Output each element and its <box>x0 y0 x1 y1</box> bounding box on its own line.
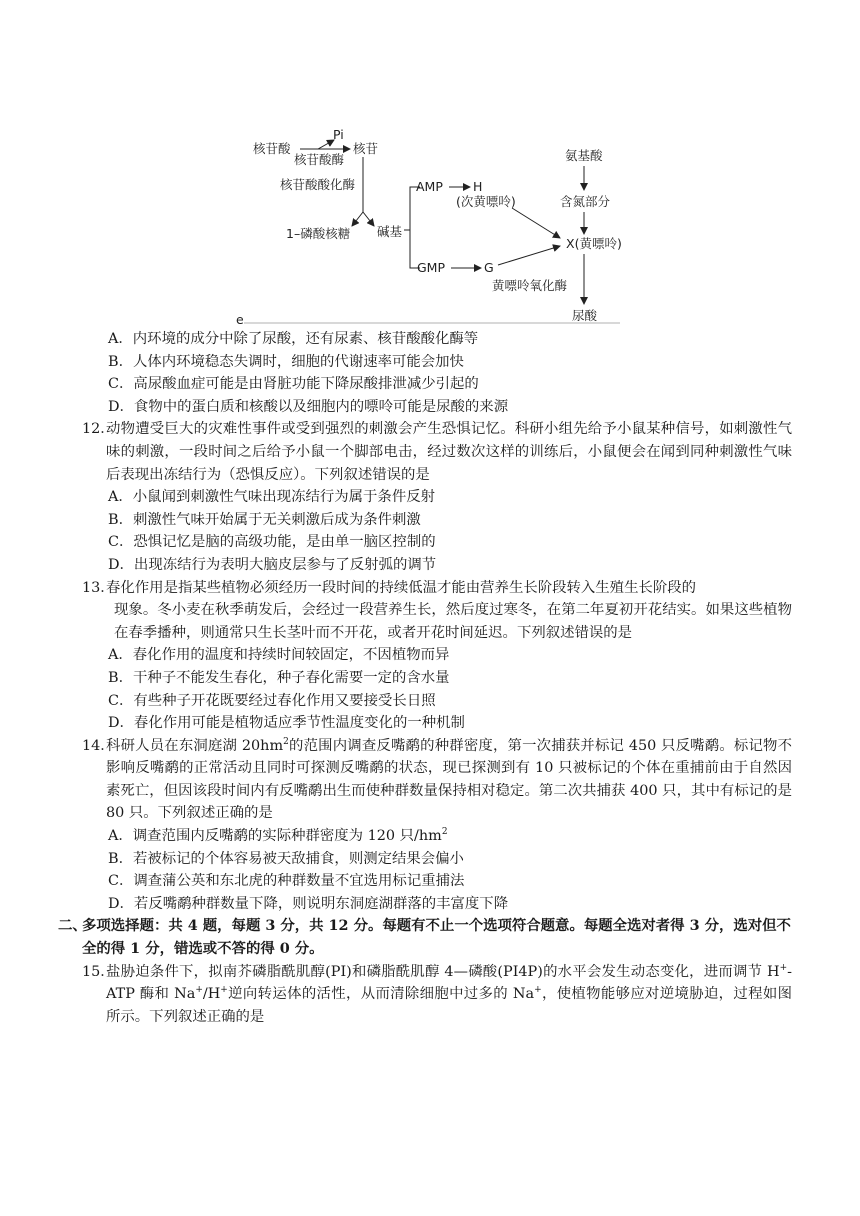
q13-option-b: B．干种子不能发生春化，种子春化需要一定的含水量 <box>108 669 450 686</box>
q12-option-b: B．刺激性气味开始属于无关刺激后成为条件刺激 <box>108 511 421 528</box>
label-base: 碱基 <box>377 224 403 239</box>
label-uric-acid: 尿酸 <box>572 308 598 323</box>
label-nucleotidase: 核苷酸酶 <box>294 152 345 167</box>
question-stem-line1: 春化作用是指某些植物必须经历一段时间的持续低温才能由营养生长阶段转入生殖生长阶段的 <box>106 579 697 596</box>
q12-option-c: C．恐惧记忆是脑的高级功能，是由单一脑区控制的 <box>108 534 436 551</box>
q13-option-d: D．春化作用可能是植物适应季节性温度变化的一种机制 <box>108 715 465 732</box>
q12-option-d: D．出现冻结行为表明大脑皮层参与了反射弧的调节 <box>108 556 437 573</box>
question-stem-b: 的范围内调查反嘴鹬的种群密度，第一次捕获并标记 450 只反嘴鹬。标记物不影响反嘴鹬的正常活动且同时可探测反嘴鹬的状态，现已探测到有 10 只被标记的个体在重捕前由于自然因素死亡，但因该段时间内有反嘴鹬出生而使种群数量保持相对稳定。第二次共捕获 400 只，其中有标记的是 80 只。下列叙述正确的是 <box>106 737 792 822</box>
question-15: 15． 盐胁迫条件下，拟南芥磷脂酰肌醇(PI)和磷脂酰肌醇 4—磷酸(PI4P)的水平会发生动态变化，进而调节 H+-ATP 酶和 Na+/H+逆向转运体的活性，从而清除细胞中过多的 Na+，使植物能够应对逆境胁迫，过程如图所示。下列叙述正确的是 <box>82 961 792 1029</box>
label-ribose-1-phosphate: 1–磷酸核糖 <box>286 226 351 241</box>
q13-option-a: A．春化作用的温度和持续时间较固定，不因植物而异 <box>108 647 450 664</box>
label-amp: AMP <box>416 179 443 194</box>
section-heading-multiple-choice: 二、 多项选择题：共 4 题，每题 3 分，共 12 分。每题有不止一个选项符合题意。每题全选对者得 3 分，选对但不全的得 1 分，错选或不答的得 0 分。 <box>58 917 791 958</box>
question-number: 14． <box>82 737 115 754</box>
q11-option-d: D．食物中的蛋白质和核酸以及细胞内的嘌呤可能是尿酸的来源 <box>108 398 509 415</box>
q12-option-a: A．小鼠闻到刺激性气味出现冻结行为属于条件反射 <box>108 489 435 506</box>
label-xanthine: X(黄嘌呤) <box>566 236 622 251</box>
q11-option-a: A．内环境的成分中除了尿酸，还有尿素、核苷酸酸化酶等 <box>108 331 479 347</box>
question-13 <box>82 577 792 600</box>
label-xanthine-oxidase: 黄嘌呤氧化酶 <box>492 278 568 293</box>
purine-metabolism-diagram <box>0 0 860 330</box>
label-amino-acid: 氨基酸 <box>565 148 603 163</box>
q13-option-c: C．有些种子开花既要经过春化作用又要接受长日照 <box>108 692 436 709</box>
question-stem-rest: 现象。冬小麦在秋季萌发后，会经过一段营养生长，然后度过寒冬，在第二年夏初开花结实。如果这些植物在春季播种，则通常只生长茎叶而不开花，或者开花时间延迟。下列叙述错误的是 <box>114 602 792 641</box>
question-12 <box>82 418 792 486</box>
q11-option-c: C．高尿酸血症可能是由肾脏功能下降尿酸排泄减少引起的 <box>108 376 479 393</box>
q11-option-b: B．人体内环境稳态失调时，细胞的代谢速率可能会加快 <box>108 353 464 370</box>
question-number: 13． <box>82 579 115 596</box>
label-h: H <box>473 179 483 194</box>
question-number: 15． <box>82 963 115 980</box>
label-nitrogen-part: 含氮部分 <box>560 194 611 209</box>
question-stem-a: 科研人员在东洞庭湖 20hm <box>106 737 284 754</box>
label-nucleotide: 核苷酸 <box>253 141 291 156</box>
label-hypoxanthine: (次黄嘌呤) <box>456 194 516 209</box>
q14-option-a: A．调查范围内反嘴鹬的实际种群密度为 120 只$/hm^2$ <box>108 827 448 845</box>
question-stem: 动物遭受巨大的灾难性事件或受到强烈的刺激会产生恐惧记忆。科研小组先给予小鼠某种信号，如刺激性气味的刺激，一段时间之后给予小鼠一个脚部电击，经过数次这样的训练后，小鼠便会在闻到同种刺激性气味后表现出冻结行为（恐惧反应）。下列叙述错误的是 <box>106 421 792 483</box>
q14-option-d: D．若反嘴鹬种群数量下降，则说明东洞庭湖群落的丰富度下降 <box>108 895 509 912</box>
stray-letter: e <box>236 312 244 327</box>
label-g: G <box>484 260 494 275</box>
q14-option-b: B．若被标记的个体容易被天敌捕食，则测定结果会偏小 <box>108 850 464 867</box>
question-content <box>58 328 792 1028</box>
label-nucleosidase: 核苷酸酸化酶 <box>280 177 356 192</box>
q14-option-c: C．调查蒲公英和东北虎的种群数量不宜选用标记重捕法 <box>108 873 465 890</box>
superscript: 2 <box>283 736 289 747</box>
question-14 <box>82 735 792 825</box>
label-gmp: GMP <box>417 260 446 275</box>
question-number: 12． <box>82 421 115 438</box>
label-pi: Pi <box>333 127 344 142</box>
label-nucleoside: 核苷 <box>353 141 379 156</box>
